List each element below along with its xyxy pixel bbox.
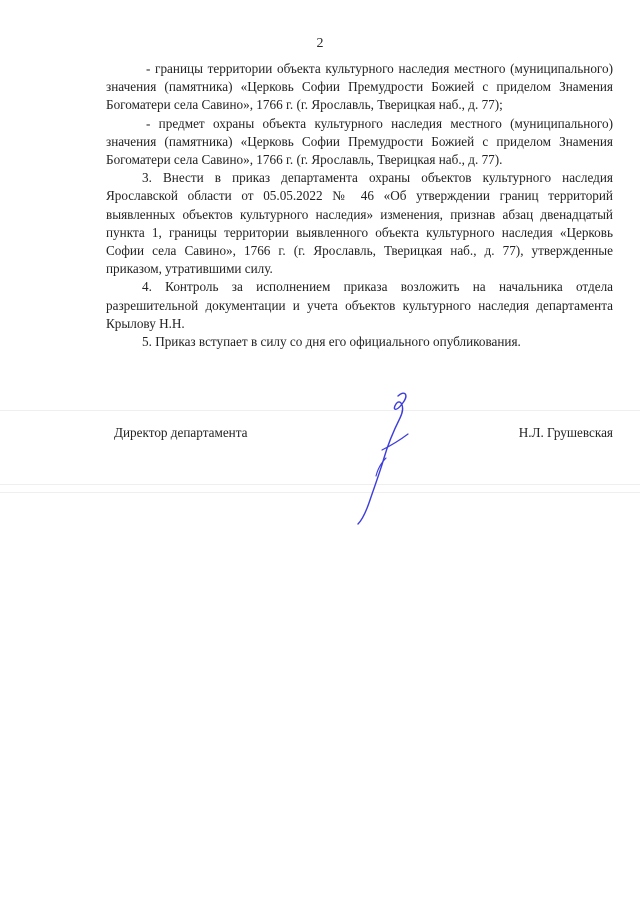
scan-artifact-line [0,484,640,485]
paragraph-4: 4. Контроль за исполнением приказа возложить на начальника отдела разрешительной документации и учета объектов культурного наследия департамента Крылову Н.Н. [106,279,613,331]
scan-artifact-line [0,410,640,411]
list-item-protection-subject: - предмет охраны объекта культурного наследия местного (муниципального) значения (памятника) «Церковь Софии Премудрости Божией с приделом Знамения Богоматери села Савино», 1766 г. (г. Ярославль, Тверицкая наб., д. 77). [106,115,613,168]
scan-artifact-line [0,492,640,493]
document-body [106,60,613,351]
paragraph-5: 5. Приказ вступает в силу со дня его официального опубликования. [142,334,521,350]
signatory-name: Н.Л. Грушевская [518,425,613,440]
list-item-boundaries: - границы территории объекта культурного наследия местного (муниципального) значения (памятника) «Церковь Софии Премудрости Божией с приделом Знамения Богоматери села Савино», 1766 г. (г. Ярославль, Тверицкая наб., д. 77); [106,61,613,113]
handwritten-signature [338,388,428,528]
signatory-position: Директор департамента [114,425,248,440]
paragraph-3: 3. Внести в приказ департамента охраны объектов культурного наследия Ярославской области от 05.05.2022 № 46 «Об утверждении границ территорий выявленных объектов культурного наследия» изменения, признав абзац двенадцатый пункта 1, границы территории выявленного объекта культурного наследия «Церковь Софии села Савино», 1766 г. (г. Ярославль, Тверицкая наб., д. 77), утвержденные приказом, утратившими силу. [106,170,613,277]
page-number: 2 [316,36,324,51]
